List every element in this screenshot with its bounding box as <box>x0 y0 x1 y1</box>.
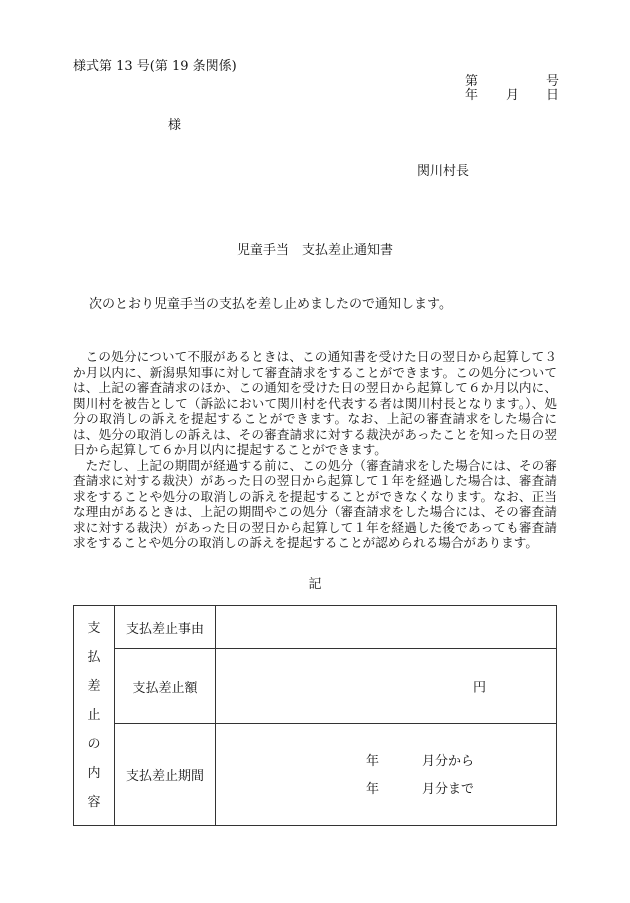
suspension-details-table <box>73 605 557 826</box>
date-month-label: 月 <box>506 88 520 103</box>
sender-name: 関川村長 <box>417 164 470 179</box>
vertical-char: 差 <box>87 679 101 694</box>
vertical-char: 内 <box>87 766 101 781</box>
period-label: 支払差止期間 <box>115 724 216 826</box>
period-to-year: 年 <box>366 782 380 797</box>
period-range <box>366 748 474 804</box>
appeal-notice <box>73 349 557 551</box>
vertical-char: 容 <box>87 795 101 810</box>
period-from-year: 年 <box>366 754 380 769</box>
period-from <box>366 748 474 776</box>
amount-unit: 円 <box>472 680 486 696</box>
amount-label: 支払差止額 <box>115 649 216 724</box>
intro-text: 次のとおり児童手当の支払を差し止めましたので通知します。 <box>89 297 452 312</box>
vertical-heading <box>74 606 115 826</box>
reason-value-cell <box>216 606 557 649</box>
appeal-paragraph-2: ただし、上記の期間が経過する前に、この処分（審査請求をした場合には、その審査請求に対する裁決）があった日の翌日から起算して１年を経過した場合は、審査請求をすることや処分の取消しの訴えを提起することができなくなります。なお、正当な理由があるときは、上記の期間やこの処分（審査請求をした場合には、その審査請求に対する裁決）があった日の翌日から起算して１年を経過した後であっても審査請求をすることや処分の取消しの訴えを提起することが認められる場合があります。 <box>73 457 557 550</box>
ki-heading: 記 <box>308 577 322 592</box>
recipient-honorific: 様 <box>168 118 182 133</box>
form-number: 様式第 13 号(第 19 条関係) <box>73 59 237 74</box>
amount-value-cell <box>216 649 557 724</box>
period-from-month: 月分から <box>422 754 475 769</box>
document-number-label: 第 <box>465 74 479 89</box>
period-to-month: 月分まで <box>422 782 475 797</box>
period-to <box>366 776 474 804</box>
appeal-paragraph-1: この処分について不服があるときは、この通知書を受けた日の翌日から起算して３か月以内に、新潟県知事に対して審査請求をすることができます。この処分については、上記の審査請求のほか、この通知を受けた日の翌日から起算して６か月以内に、関川村を被告として（訴訟において関川村を代表する者は関川村長となります。）、処分の取消しの訴えを提起することができます。なお、上記の審査請求をした場合には、処分の取消しの訴えは、その審査請求に対する裁決があったことを知った日の翌日から起算して６か月以内に提起することができます。 <box>73 349 558 457</box>
reason-label: 支払差止事由 <box>115 606 216 649</box>
document-title: 児童手当 支払差止通知書 <box>236 243 393 258</box>
vertical-char: 払 <box>87 650 101 665</box>
date-year-label: 年 <box>465 88 479 103</box>
date-day-label: 日 <box>546 88 560 103</box>
period-value-cell <box>216 724 557 826</box>
vertical-char: 止 <box>87 708 101 723</box>
vertical-char: の <box>87 737 101 752</box>
vertical-char: 支 <box>87 621 101 636</box>
document-number-suffix: 号 <box>546 74 560 89</box>
